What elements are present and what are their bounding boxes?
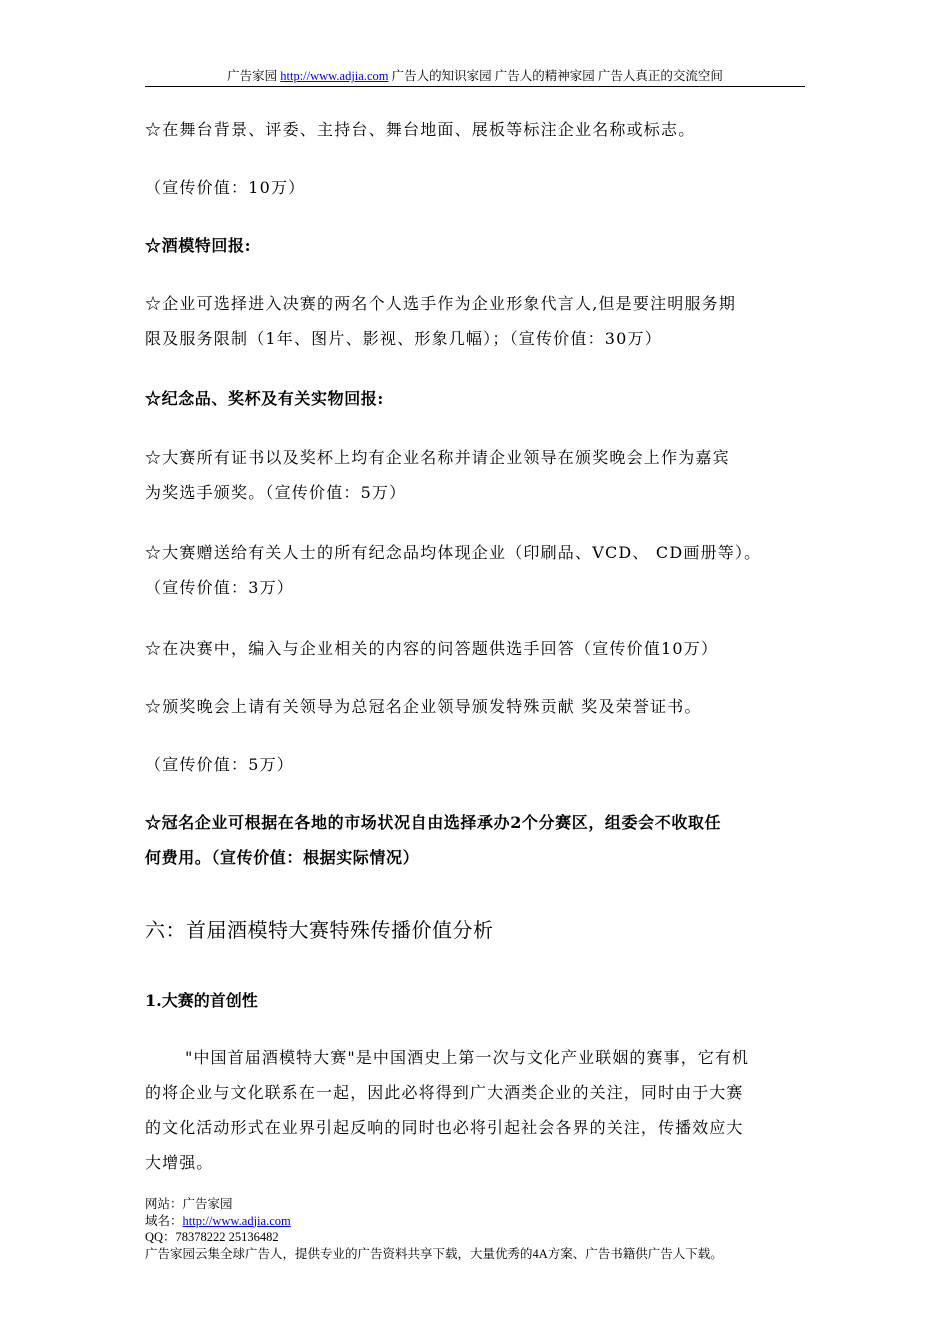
- paragraph-line: ☆酒模特回报:: [145, 236, 252, 255]
- paragraph-line: 何费用。（宣传价值：根据实际情况）: [145, 848, 420, 867]
- paragraph-award-ceremony: [145, 689, 807, 724]
- paragraph-quiz: [145, 631, 807, 666]
- body-paragraph: [145, 1040, 807, 1180]
- footer-domain-link[interactable]: http://www.adjia.com: [182, 1213, 291, 1228]
- paragraph-value-10w: [145, 170, 807, 205]
- heading-model-return: [145, 228, 807, 263]
- section-heading: 六：首届酒模特大赛特殊传播价值分析: [145, 918, 494, 942]
- body-line: 的文化活动形式在业界引起反响的同时也必将引起社会各界的关注，传播效应大: [145, 1118, 744, 1137]
- paragraph-line: （宣传价值：3万）: [145, 578, 294, 597]
- subsection-heading: 1.大赛的首创性: [145, 991, 258, 1010]
- paragraph-line: （宣传价值：5万）: [145, 755, 294, 774]
- heading-souvenir-return: [145, 381, 807, 416]
- paragraph-stage-branding: [145, 112, 807, 147]
- paragraph-value-5w: [145, 747, 807, 782]
- paragraph-line: 为奖选手颁奖。（宣传价值：5万）: [145, 483, 407, 502]
- page-header: [145, 66, 805, 87]
- paragraph-line: ☆在决赛中，编入与企业相关的内容的问答题供选手回答（宣传价值10万）: [145, 639, 719, 658]
- body-line: 的将企业与文化联系在一起，因此必将得到广大酒类企业的关注，同时由于大赛: [145, 1083, 744, 1102]
- paragraph-line: ☆大赛所有证书以及奖杯上均有企业名称并请企业领导在颁奖晚会上作为嘉宾: [145, 448, 730, 467]
- header-text-before: 广告家园: [227, 69, 281, 83]
- paragraph-line: 限及服务限制（1年、图片、影视、形象几幅）；（宣传价值：30万）: [145, 329, 662, 348]
- paragraph-line: ☆冠名企业可根据在各地的市场状况自由选择承办2个分赛区，组委会不收取任: [145, 813, 722, 832]
- paragraph-souvenirs: [145, 535, 807, 605]
- paragraph-spokesperson: [145, 286, 807, 356]
- paragraph-certificates: [145, 440, 807, 510]
- body-line: "中国首届酒模特大赛"是中国酒史上第一次与文化产业联姻的赛事，它有机: [185, 1048, 750, 1067]
- paragraph-line: ☆企业可选择进入决赛的两名个人选手作为企业形象代言人,但是要注明服务期: [145, 294, 737, 313]
- footer-tagline: 广告家园云集全球广告人，提供专业的广告资料共享下载，大量优秀的4A方案、广告书籍供广告人下载。: [145, 1246, 723, 1261]
- footer-qq: QQ：78378222 25136482: [145, 1230, 279, 1244]
- header-text-after: 广告人的知识家园 广告人的精神家园 广告人真正的交流空间: [388, 69, 723, 83]
- paragraph-line: ☆大赛赠送给有关人士的所有纪念品均体现企业（印刷品、VCD、 CD画册等）。: [145, 543, 762, 562]
- page-footer: [145, 1196, 723, 1262]
- paragraph-line: ☆在舞台背景、评委、主持台、舞台地面、展板等标注企业名称或标志。: [145, 120, 696, 139]
- paragraph-line: ☆颁奖晚会上请有关领导为总冠名企业领导颁发特殊贡献 奖及荣誉证书。: [145, 697, 702, 716]
- footer-domain: [145, 1213, 723, 1230]
- footer-site: 网站：广告家园: [145, 1197, 233, 1211]
- paragraph-line: ☆纪念品、奖杯及有关实物回报:: [145, 389, 384, 408]
- footer-domain-label: 域名：: [145, 1213, 183, 1228]
- header-site-link[interactable]: http://www.adjia.com: [280, 69, 389, 83]
- paragraph-division-hosting: [145, 805, 807, 875]
- paragraph-line: （宣传价值：10万）: [145, 178, 306, 197]
- body-line: 大增强。: [145, 1153, 214, 1172]
